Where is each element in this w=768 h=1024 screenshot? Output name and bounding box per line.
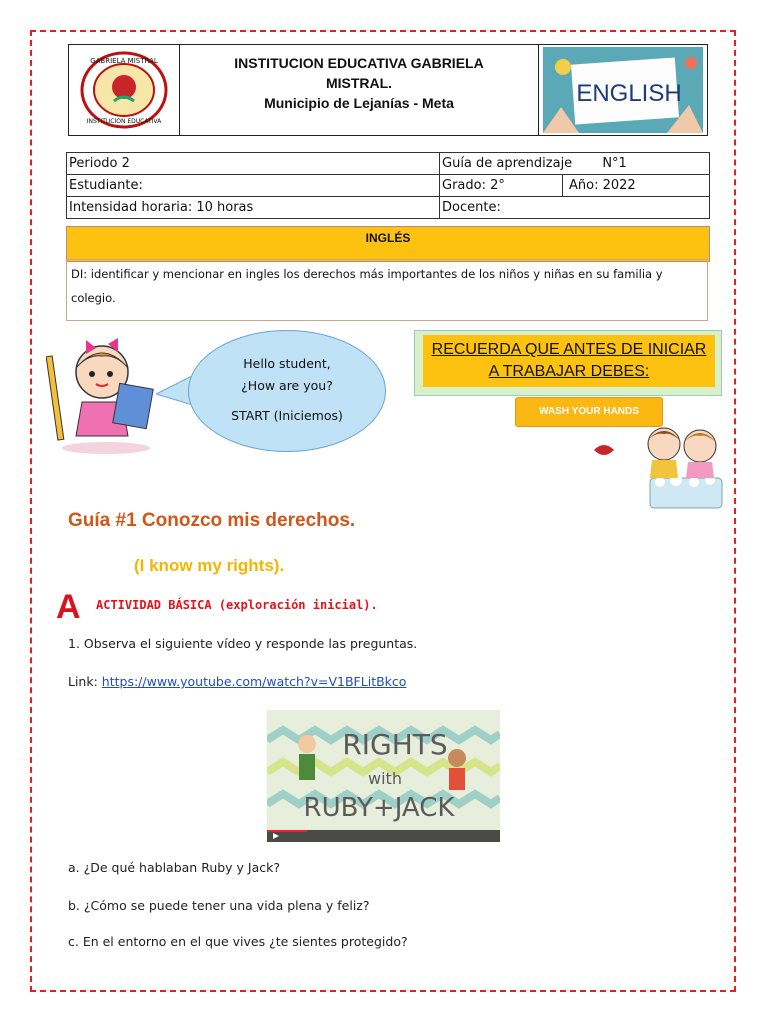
learning-objective: DI: identificar y mencionar en ingles los derechos más importantes de los niños y niñas en su familia y colegio.: [66, 259, 708, 321]
municipality: Municipio de Lejanías - Meta: [264, 95, 454, 111]
speech-bubble: [188, 330, 386, 452]
english-sign-text: ENGLISH: [576, 80, 682, 107]
school-logo: [69, 45, 180, 135]
english-image: [538, 45, 707, 135]
school-name-line1: INSTITUCION EDUCATIVA GABRIELA: [234, 55, 484, 71]
video-title-1: RIGHTS: [342, 728, 448, 761]
reminder-box: [414, 330, 722, 396]
video-title-3: RUBY+JACK: [303, 793, 455, 823]
activity-heading: ACTIVIDAD BÁSICA (exploración inicial).: [96, 598, 378, 612]
logo-top-text: GABRIELA MISTRAL: [90, 57, 158, 65]
guide-number: N°1: [602, 156, 627, 171]
student-cell: Estudiante:: [67, 175, 440, 197]
teacher-cell: Docente:: [440, 197, 710, 219]
activity-letter: A: [56, 588, 81, 626]
bubble-line-2: ¿How are you?: [241, 378, 333, 393]
reminder-line-1: RECUERDA QUE ANTES DE INICIAR: [431, 341, 707, 358]
video-title-2: with: [368, 769, 402, 788]
kids-washing-hands-icon: [590, 420, 730, 512]
guide-title: Guía #1 Conozco mis derechos.: [68, 510, 356, 531]
header: [68, 44, 708, 136]
grade-cell: Grado: 2°: [440, 175, 563, 197]
subject-banner: INGLÉS: [66, 226, 710, 262]
wash-hands-badge: WASH YOUR HANDS: [515, 397, 663, 427]
girl-with-book-icon: [46, 332, 166, 456]
video-thumbnail[interactable]: [267, 710, 500, 842]
hours-cell: Intensidad horaria: 10 horas: [67, 197, 440, 219]
link-line: [68, 674, 406, 689]
period-cell: Periodo 2: [67, 153, 440, 175]
question-c: c. En el entorno en el que vives ¿te sientes protegido?: [68, 934, 408, 949]
guide-subtitle: (I know my rights).: [134, 556, 285, 575]
reminder-text: [423, 335, 715, 387]
year-cell: Año: 2022: [563, 175, 710, 197]
guide-cell: [440, 153, 710, 175]
guide-label: Guía de aprendizaje: [442, 156, 573, 171]
link-label: Link:: [68, 674, 102, 689]
video-link[interactable]: https://www.youtube.com/watch?v=V1BFLitBkco: [101, 674, 407, 689]
logo-bottom-text: INSTITUCION EDUCATIVA: [86, 118, 162, 125]
bubble-line-3: START (Iniciemos): [231, 408, 343, 423]
instruction: 1. Observa el siguiente vídeo y responde las preguntas.: [68, 636, 418, 651]
question-b: b. ¿Cómo se puede tener una vida plena y feliz?: [68, 898, 370, 913]
question-a: a. ¿De qué hablaban Ruby y Jack?: [68, 860, 281, 875]
info-table: [66, 152, 710, 219]
reminder-line-2: A TRABAJAR DEBES:: [488, 363, 650, 380]
bubble-line-1: Hello student,: [243, 356, 331, 371]
school-name-line2: MISTRAL.: [325, 75, 393, 91]
school-title: [180, 45, 538, 135]
